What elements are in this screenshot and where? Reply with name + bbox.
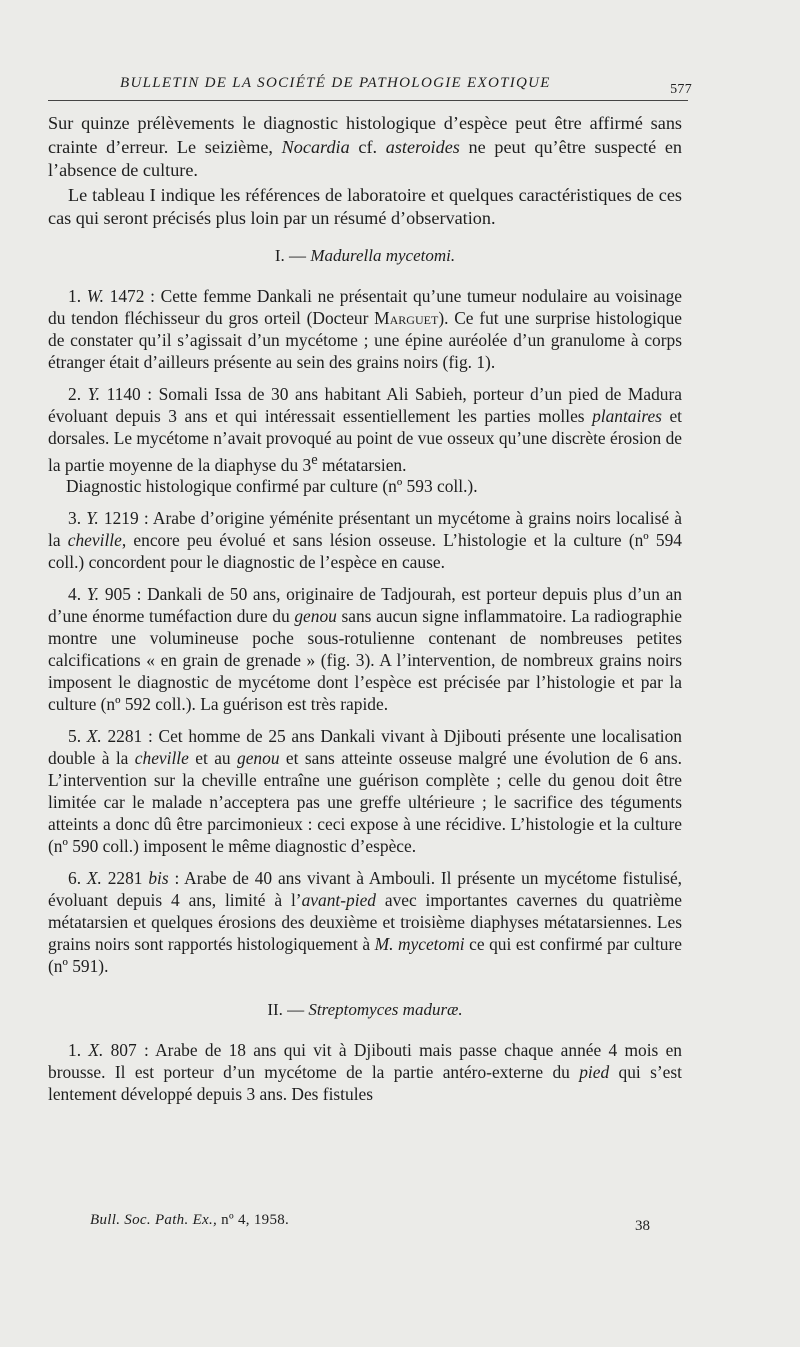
case-number: 2. [68, 383, 88, 404]
journal-title: BULLETIN DE LA SOCIÉTÉ DE PATHOLOGIE EXOTIQUE [120, 75, 551, 91]
case-emphasis: cheville [134, 748, 189, 769]
case-text: 1472 : Cette femme Dankali ne présentait qu’une tumeur nodulaire au voisinage du tendon fléchisseur du gros orteil (Docteur [48, 285, 682, 328]
case-reference: W. [86, 285, 104, 306]
case-reference: X. [86, 726, 102, 747]
case-2-y1140 [48, 383, 682, 476]
species-name: M. mycetomi [374, 934, 465, 955]
case-emphasis: genou [294, 606, 337, 627]
case-3-y1219 [48, 507, 682, 573]
case-text: 905 : Dankali de 50 ans, originaire de Tadjourah, est porteur depuis plus d’un an d’une énorme tuméfaction dure du [48, 584, 682, 627]
case-text: qui s’est lentement développé depuis 3 ans. Des fistules [48, 1062, 682, 1105]
signature-mark: 38 [635, 1218, 650, 1234]
header-rule [48, 100, 688, 101]
section-numeral: I. — [274, 245, 311, 265]
case-text: avec importantes cavernes du quatrième métatarsien et quelques érosions des deuxième et troisième diaphyses métatarsiennes. Les grains noirs sont rapportés histologiquement à [48, 890, 682, 955]
case-text: ). Ce fut une surprise histologique de constater qu’il s’agissait d’un mycétome ; une épine auréolée d’un granulome à corps étranger était d’ailleurs présente au sein des grains noirs (fig. 1). [48, 307, 683, 372]
case-number: 6. [68, 868, 87, 889]
case-reference: Y. [87, 383, 101, 404]
case-number: 1. [68, 285, 87, 306]
case-emphasis: pied [579, 1062, 610, 1083]
case-text: et au [188, 748, 238, 769]
case-4-y905 [48, 583, 682, 715]
case-text: 2281 : Cet homme de 25 ans Dankali vivant à Djibouti présente une localisation double à la [48, 726, 683, 769]
case-2-followup: Diagnostic histologique confirmé par culture (nº 593 coll.). [66, 476, 478, 497]
section-heading-madurella [48, 245, 682, 267]
case-text: et dorsales. Le mycétome n’avait provoqué au point de vue osseux qu’une discrète érosion de la partie moyenne de la diaphyse du 3 [48, 405, 682, 475]
case-reference: X. [86, 868, 102, 889]
case-6-x2281-bis [48, 867, 682, 977]
case-text: 1219 : Arabe d’origine yéménite présentant un mycétome à grains noirs localisé à la [48, 508, 683, 551]
case-text: , encore peu évolué et sans lésion osseuse. L’histologie et la culture (nº 594 coll.) concordent pour le diagnostic de l’espèce en cause. [48, 530, 682, 573]
case-text: : Arabe de 40 ans vivant à Ambouli. Il présente un mycétome fistulisé, évoluant depuis 4 ans, limité à l’ [48, 868, 683, 911]
section-numeral: II. — [267, 1000, 309, 1020]
section-title: Madurella mycetomi. [310, 245, 456, 265]
intro-text: Sur quinze prélèvements le diagnostic histologique d’espèce peut être affirmé sans crainte d’erreur. Le seizième, [48, 113, 682, 157]
author-name: Marguet [374, 307, 439, 328]
case-number: 3. [68, 508, 87, 529]
case-number: 4. [68, 584, 87, 605]
case-emphasis: cheville [67, 530, 122, 551]
species-name: Nocardia [281, 136, 350, 157]
case-text: 1140 : Somali Issa de 30 ans habitant Ali Sabieh, porteur d’un pied de Madura évoluant depuis 3 ans et qui intéressait essentiellement les parties molles [48, 383, 683, 426]
case-text: ce qui est confirmé par culture (nº 591). [48, 934, 682, 977]
section-heading-streptomyces [48, 999, 682, 1021]
case-1-w1472 [48, 285, 682, 373]
intro-text: ne peut qu’être suspecté en l’absence de culture. [48, 136, 682, 180]
case-text: 807 : Arabe de 18 ans qui vit à Djibouti mais passe chaque année 4 mois en brousse. Il est porteur d’un mycétome de la partie antéro-externe du [48, 1040, 683, 1083]
case-emphasis: genou [237, 748, 280, 769]
case-5-x2281 [48, 725, 682, 857]
case-1-x807 [48, 1039, 682, 1105]
case-reference: Y. [86, 584, 100, 605]
introduction [48, 112, 682, 231]
intro-paragraph-2: Le tableau I indique les références de laboratoire et quelques caractéristiques de ces cas qui seront précisés plus loin par un résumé d’observation. [48, 184, 682, 228]
page-footer [90, 1210, 650, 1234]
page-number: 577 [670, 82, 692, 97]
running-head [48, 72, 692, 100]
footer-citation [90, 1212, 289, 1229]
case-emphasis: plantaires [592, 405, 662, 426]
case-text: 2281 [101, 868, 149, 889]
body-text [48, 112, 682, 1105]
case-text: et sans atteinte osseuse malgré une évolution de 6 ans. L’intervention sur la cheville entraîne une guérison complète ; celle du genou doit être limitée car le malade n’accepterа pas une greffe ultérieure ; le sacrifice des téguments atteints a donc dû être parcimonieux : ceci expose à une récidive. L’histologie et la culture (nº 590 coll.) imposent le même diagnostic d’espèce. [48, 748, 682, 857]
case-number: 5. [68, 726, 87, 747]
citation-issue: nº 4, 1958. [217, 1212, 290, 1228]
case-reference: X. [88, 1040, 104, 1061]
intro-text: cf. [349, 136, 386, 157]
species-epithet: asteroides [385, 136, 460, 157]
case-reference: Y. [86, 508, 99, 529]
intro-paragraph-1 [48, 112, 682, 183]
case-emphasis: bis [148, 868, 169, 889]
case-number: 1. [68, 1040, 89, 1061]
section-title: Streptomyces maduræ. [308, 1000, 463, 1020]
case-emphasis: avant-pied [301, 890, 376, 911]
ordinal-superscript: e [311, 451, 318, 468]
case-text: sans aucun signe inflammatoire. La radiographie montre une volumineuse poche sous-rotulienne contenant de nombreuses petites calcifications « en grain de grenade » (fig. 3). A l’intervention, de nombreux grains noirs imposent le diagnostic de mycétome dont l’espèce est précisée par l’histologie et par la culture (nº 592 coll.). La guérison est très rapide. [48, 606, 682, 715]
citation-journal: Bull. Soc. Path. Ex., [90, 1212, 218, 1228]
case-text: métatarsien. [317, 454, 407, 475]
